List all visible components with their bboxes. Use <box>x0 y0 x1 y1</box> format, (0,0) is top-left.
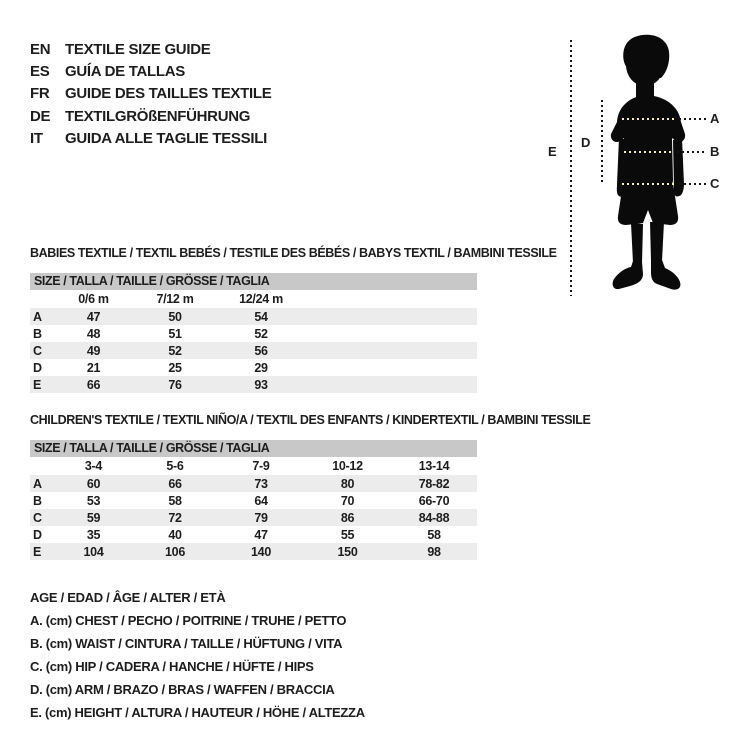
language-row <box>30 38 271 60</box>
table-row <box>30 342 477 359</box>
size-value: 35 <box>86 527 101 542</box>
column-header: 10-12 <box>332 459 363 473</box>
table-row <box>30 359 477 376</box>
size-value: 48 <box>86 326 101 341</box>
column-header: 13-14 <box>418 459 450 473</box>
size-value: 54 <box>254 309 268 324</box>
size-value: 86 <box>340 510 355 525</box>
language-code: IT <box>30 130 43 148</box>
size-value: 72 <box>168 510 182 525</box>
language-title: GUIDE DES TAILLES TEXTILE <box>65 85 272 103</box>
column-header: 7/12 m <box>156 292 194 306</box>
waist-measure-line-b-on-body <box>624 151 674 153</box>
language-row <box>30 128 271 150</box>
size-value: 59 <box>86 510 101 525</box>
row-label: D <box>33 360 42 375</box>
children-table <box>30 440 477 560</box>
column-header: 5-6 <box>166 459 184 473</box>
language-title: GUÍA DE TALLAS <box>65 63 185 81</box>
size-value: 21 <box>86 360 101 375</box>
size-value: 76 <box>168 377 182 392</box>
table-row <box>30 509 477 526</box>
silhouette-right-shoe <box>651 260 680 290</box>
size-value: 47 <box>86 309 101 324</box>
babies-section-title: BABIES TEXTILE / TEXTIL BEBÉS / TESTILE DES BÉBÉS / BABYS TEXTIL / BAMBINI TESSILE <box>30 246 557 260</box>
legend-item: A. (cm) CHEST / PECHO / POITRINE / TRUHE / PETTO <box>30 613 347 628</box>
size-value: 25 <box>168 360 182 375</box>
row-label: B <box>33 493 42 508</box>
row-label: B <box>33 326 42 341</box>
language-list <box>30 38 271 150</box>
babies-size-header-bar: SIZE / TALLA / TAILLE / GRÖSSE / TAGLIA <box>30 273 477 290</box>
language-row <box>30 83 271 105</box>
silhouette-right-leg <box>650 222 664 261</box>
measure-label-c: C <box>710 176 720 191</box>
size-value: 66-70 <box>418 493 450 508</box>
chest-measure-line-a-on-body <box>622 118 676 120</box>
size-value: 40 <box>168 527 182 542</box>
height-measure-line-e <box>570 40 572 296</box>
size-value: 79 <box>254 510 268 525</box>
row-label: E <box>33 544 42 559</box>
language-title: GUIDA ALLE TAGLIE TESSILI <box>65 130 267 148</box>
size-value: 66 <box>86 377 101 392</box>
row-label: C <box>33 510 42 525</box>
size-value: 93 <box>254 377 268 392</box>
table-row <box>30 543 477 560</box>
silhouette-right-arm <box>673 138 684 197</box>
size-value: 47 <box>254 527 268 542</box>
size-value: 56 <box>254 343 268 358</box>
size-value: 49 <box>86 343 101 358</box>
table-row <box>30 475 477 492</box>
size-value: 150 <box>337 544 358 559</box>
row-label: D <box>33 527 42 542</box>
size-value: 104 <box>83 544 104 559</box>
column-header: 3-4 <box>84 459 103 473</box>
measure-label-d: D <box>581 135 591 150</box>
size-value: 64 <box>254 493 268 508</box>
language-row <box>30 105 271 127</box>
size-value: 80 <box>340 476 355 491</box>
size-value: 55 <box>340 527 355 542</box>
table-row <box>30 492 477 509</box>
legend-list <box>30 586 365 724</box>
language-title: TEXTILE SIZE GUIDE <box>65 40 211 58</box>
silhouette-left-shoe <box>613 261 643 289</box>
row-label: A <box>33 309 42 324</box>
legend-item: C. (cm) HIP / CADERA / HANCHE / HÜFTE / HIPS <box>30 659 314 674</box>
size-value: 73 <box>254 476 268 491</box>
language-title: TEXTILGRÖßENFÜHRUNG <box>65 107 251 125</box>
table-row <box>30 526 477 543</box>
size-value: 52 <box>254 326 268 341</box>
legend-item: E. (cm) HEIGHT / ALTURA / HAUTEUR / HÖHE / ALTEZZA <box>30 705 365 720</box>
chest-measure-line-a <box>679 118 707 120</box>
silhouette-left-leg <box>631 223 643 263</box>
language-code: DE <box>30 107 51 125</box>
arm-measure-line-d <box>601 100 603 184</box>
row-label: A <box>33 476 42 491</box>
child-silhouette <box>607 34 695 298</box>
children-column-header-row <box>30 457 477 475</box>
size-value: 106 <box>165 544 185 559</box>
size-value: 58 <box>168 493 182 508</box>
row-label: C <box>33 343 42 358</box>
table-row <box>30 308 477 325</box>
size-value: 84-88 <box>418 510 450 525</box>
size-value: 60 <box>86 476 101 491</box>
language-code: ES <box>30 63 50 81</box>
language-row <box>30 60 271 82</box>
hip-measure-line-c-on-body <box>622 183 676 185</box>
children-size-header-bar: SIZE / TALLA / TAILLE / GRÖSSE / TAGLIA <box>30 440 477 457</box>
size-value: 53 <box>86 493 101 508</box>
children-section-title: CHILDREN'S TEXTILE / TEXTIL NIÑO/A / TEXTIL DES ENFANTS / KINDERTEXTIL / BAMBINI TESSILE <box>30 413 591 427</box>
table-row <box>30 325 477 342</box>
waist-measure-line-b <box>677 151 707 153</box>
column-header: 0/6 m <box>78 292 109 306</box>
children-table-body <box>30 475 477 560</box>
language-code: FR <box>30 85 50 103</box>
size-value: 66 <box>168 476 182 491</box>
row-label: E <box>33 377 42 392</box>
column-header: 7-9 <box>252 459 270 473</box>
measure-label-b: B <box>710 144 720 159</box>
column-header: 12/24 m <box>239 292 283 306</box>
legend-item: B. (cm) WAIST / CINTURA / TAILLE / HÜFTUNG / VITA <box>30 636 343 651</box>
measure-label-e: E <box>548 144 557 159</box>
size-value: 78-82 <box>418 476 450 491</box>
size-value: 140 <box>251 544 271 559</box>
size-value: 70 <box>340 493 355 508</box>
size-value: 51 <box>168 326 182 341</box>
language-code: EN <box>30 40 51 58</box>
legend-item: D. (cm) ARM / BRAZO / BRAS / WAFFEN / BRACCIA <box>30 682 335 697</box>
size-value: 50 <box>168 309 182 324</box>
legend-age-line: AGE / EDAD / ÂGE / ALTER / ETÀ <box>30 590 226 605</box>
hip-measure-line-c <box>679 183 707 185</box>
size-value: 98 <box>427 544 441 559</box>
size-value: 29 <box>254 360 268 375</box>
size-value: 58 <box>427 527 441 542</box>
babies-table-body <box>30 308 477 393</box>
measure-label-a: A <box>710 111 720 126</box>
size-value: 52 <box>168 343 182 358</box>
silhouette-shorts <box>618 183 678 225</box>
babies-table <box>30 273 477 393</box>
babies-column-header-row <box>30 290 477 308</box>
table-row <box>30 376 477 393</box>
